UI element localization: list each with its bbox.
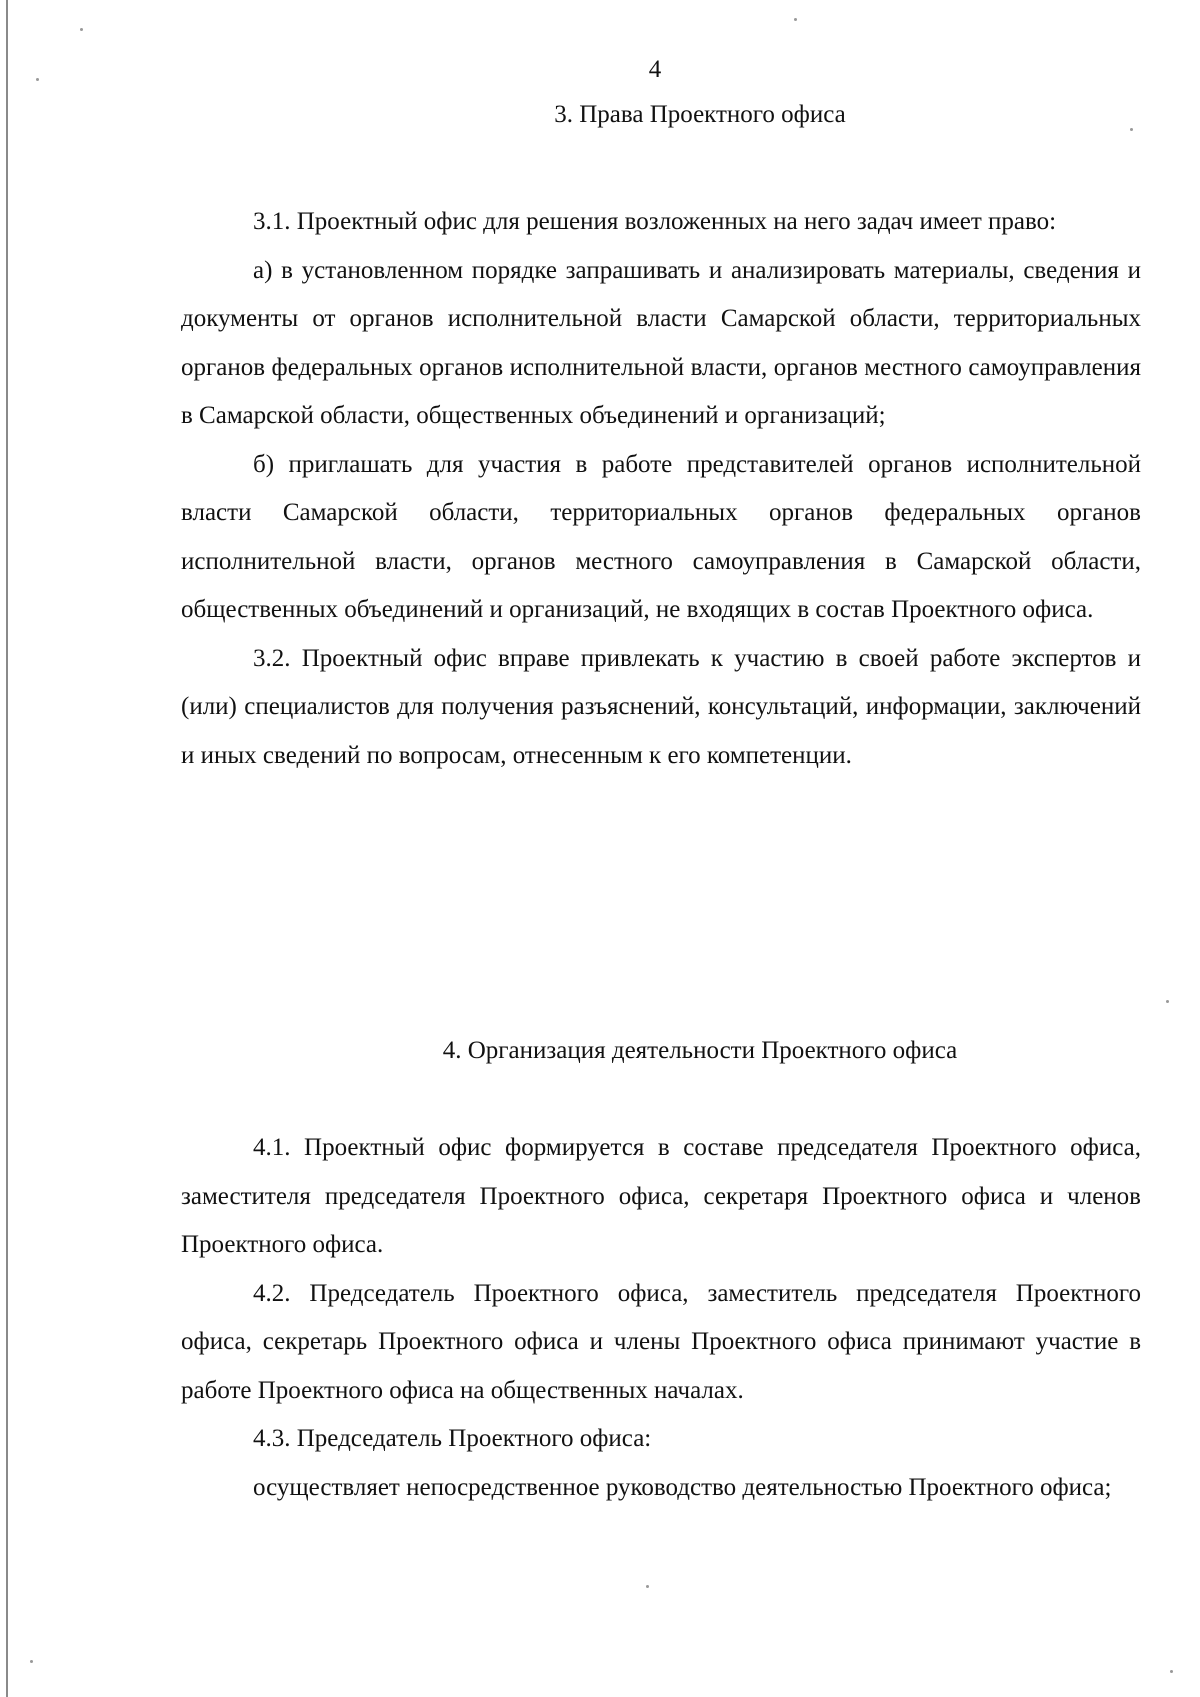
- scan-speck: [794, 18, 797, 21]
- page-number: 4: [648, 56, 662, 83]
- section-4-heading: 4. Организация деятельности Проектного офиса: [442, 1037, 958, 1064]
- section-3-body: [181, 198, 1141, 780]
- paragraph-3-1: 3.1. Проектный офис для решения возложенных на него задач имеет право:: [253, 208, 1057, 235]
- scan-edge-line: [6, 0, 8, 1697]
- scan-speck: [646, 1585, 649, 1588]
- scan-speck: [1170, 1670, 1173, 1673]
- scan-speck: [30, 1660, 33, 1663]
- section-3-heading: 3. Права Проектного офиса: [554, 101, 846, 128]
- paragraph-3-1-b: б) приглашать для участия в работе представителей органов исполнительной власти Самарской области, территориальных органов федеральных органов исполнительной власти, органов местного самоуправления в Самарской области, общественных объединений и организаций, не входящих в состав Проектного офиса.: [181, 450, 1141, 623]
- paragraph-3-2: 3.2. Проектный офис вправе привлекать к участию в своей работе экспертов и (или) специалистов для получения разъяснений, консультаций, информации, заключений и иных сведений по вопросам, отнесенным к его компетенции.: [181, 644, 1141, 769]
- scan-speck: [80, 28, 83, 31]
- paragraph-4-1: 4.1. Проектный офис формируется в составе председателя Проектного офиса, заместителя председателя Проектного офиса, секретаря Проектного офиса и членов Проектного офиса.: [181, 1134, 1141, 1258]
- paragraph-4-3: 4.3. Председатель Проектного офиса:: [253, 1425, 652, 1452]
- scan-speck: [1130, 128, 1133, 131]
- paragraph-3-1-a: а) в установленном порядке запрашивать и анализировать материалы, сведения и документы от органов исполнительной власти Самарской области, территориальных органов федеральных органов исполнительной власти, органов местного самоуправления в Самарской области, общественных объединений и организаций;: [181, 256, 1141, 429]
- scan-speck: [36, 78, 39, 81]
- scan-speck: [1166, 1000, 1169, 1003]
- paragraph-4-2: 4.2. Председатель Проектного офиса, заместитель председателя Проектного офиса, секретарь Проектного офиса и члены Проектного офиса принимают участие в работе Проектного офиса на общественных началах.: [181, 1279, 1141, 1404]
- section-4-body: [181, 1124, 1141, 1512]
- paragraph-4-3-item: осуществляет непосредственное руководство деятельностью Проектного офиса;: [253, 1473, 1112, 1501]
